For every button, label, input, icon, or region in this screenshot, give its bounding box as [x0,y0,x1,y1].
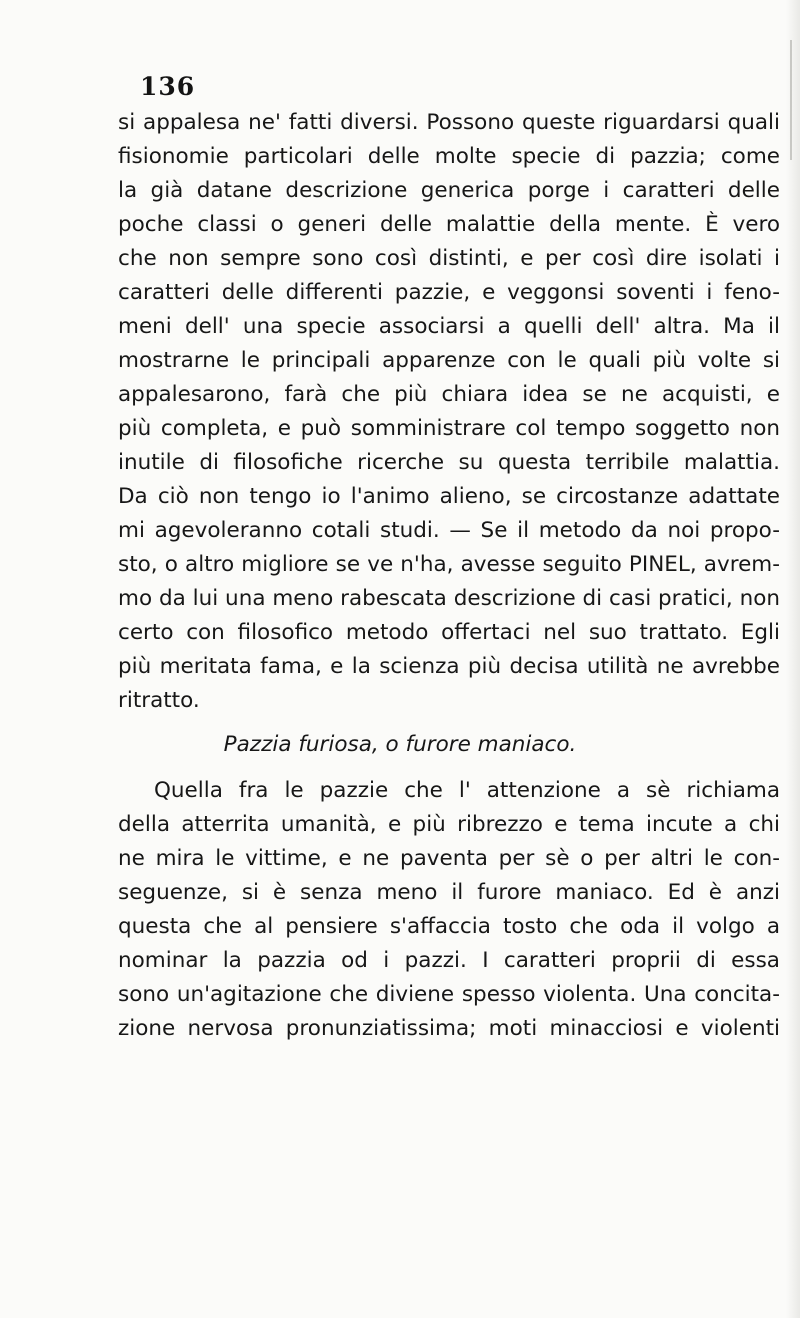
text-line: inutile di filosofiche ricerche su questa terribile malattia. [118,450,780,475]
text-line: zione nervosa pronunziatissima; moti minacciosi e violenti [118,1016,780,1041]
text-line: caratteri delle differenti pazzie, e veggonsi soventi i feno- [118,280,780,305]
text-line: si appalesa ne' fatti diversi. Possono queste riguardarsi quali [118,110,780,135]
section-heading: Pazzia furiosa, o furore maniaco. [223,732,577,757]
scan-edge-mark [790,40,792,160]
text-line: ritratto. [118,688,200,713]
text-line: sto, o altro migliore se ve n'ha, avesse seguito PINEL, avrem- [118,552,780,577]
text-line: poche classi o generi delle malattie della mente. È vero [118,212,780,237]
text-line: seguenze, si è senza meno il furore maniaco. Ed è anzi [118,880,780,905]
text-line: più completa, e può somministrare col tempo soggetto non [118,416,780,441]
text-line: della atterrita umanità, e più ribrezzo e tema incute a chi [118,812,780,837]
text-line: la già datane descrizione generica porge i caratteri delle [118,178,780,203]
text-line: che non sempre sono così distinti, e per così dire isolati i [118,246,780,271]
text-line: più meritata fama, e la scienza più decisa utilità ne avrebbe [118,654,780,679]
text-line: fisionomie particolari delle molte specie di pazzia; come [118,144,780,169]
text-line: appalesarono, farà che più chiara idea se ne acquisti, e [118,382,780,407]
text-line: ne mira le vittime, e ne paventa per sè o per altri le con- [118,846,780,871]
text-line: Da ciò non tengo io l'animo alieno, se circostanze adattate [118,484,780,509]
text-line: mi agevoleranno cotali studi. — Se il metodo da noi propo- [118,518,780,543]
text-line: questa che al pensiere s'affaccia tosto che oda il volgo a [118,914,780,939]
text-line: mo da lui una meno rabescata descrizione di casi pratici, non [118,586,780,611]
text-line: sono un'agitazione che diviene spesso violenta. Una concita- [118,982,780,1007]
text-line: nominar la pazzia od i pazzi. I caratteri proprii di essa [118,948,780,973]
page-edge-shadow [786,0,800,1318]
text-line: mostrarne le principali apparenze con le quali più volte si [118,348,780,373]
text-line: Quella fra le pazzie che l' attenzione a sè richiama [154,778,780,803]
text-line: certo con filosofico metodo offertaci nel suo trattato. Egli [118,620,780,645]
text-line: meni dell' una specie associarsi a quelli dell' altra. Ma il [118,314,780,339]
page-number: 136 [140,72,196,101]
